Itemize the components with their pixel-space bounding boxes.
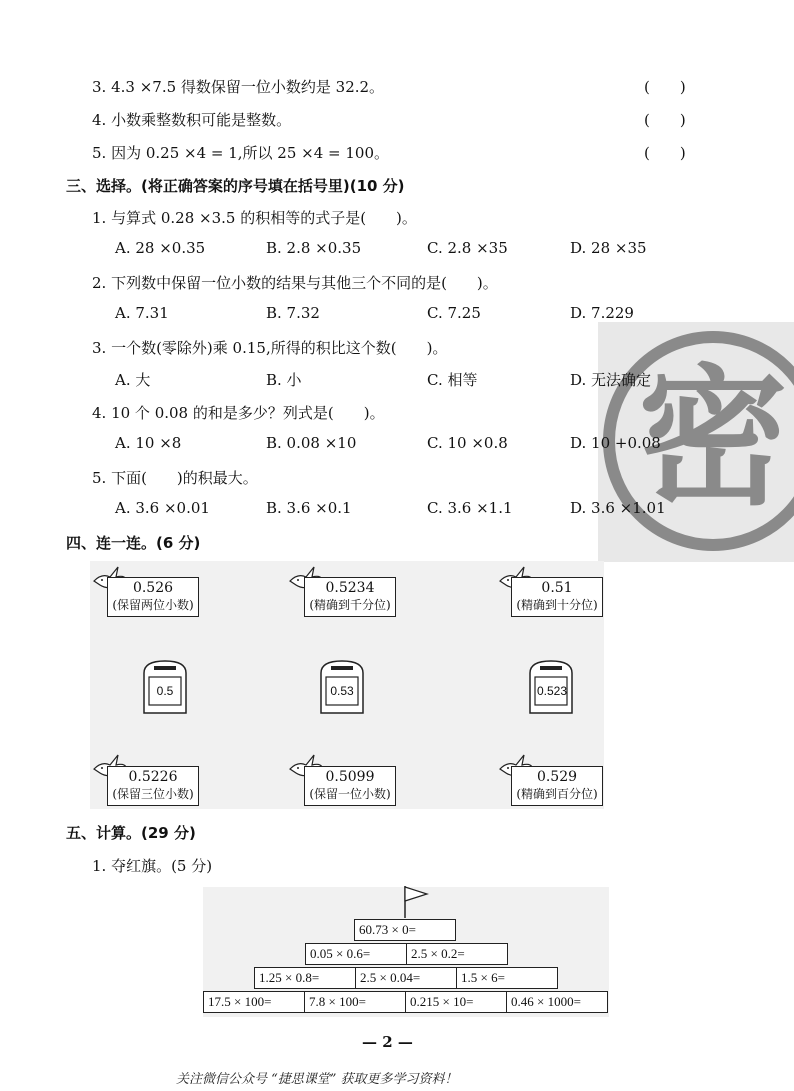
pyramid-cell[interactable]: 0.215 × 10= bbox=[405, 991, 507, 1013]
section-match-heading: 四、连一连。(6 分) bbox=[66, 534, 201, 552]
choice-q5-option-d[interactable]: D. 3.6 ×1.01 bbox=[570, 499, 666, 517]
mailbox[interactable] bbox=[319, 657, 365, 715]
judge-item-3: 3. 4.3 ×7.5 得数保留一位小数约是 32.2。 bbox=[92, 78, 385, 96]
choice-q3-option-b[interactable]: B. 小 bbox=[266, 371, 302, 389]
choice-q1: 1. 与算式 0.28 ×3.5 的积相等的式子是( )。 bbox=[92, 209, 417, 227]
pyramid-cell[interactable]: 2.5 × 0.2= bbox=[406, 943, 508, 965]
choice-q3-option-d[interactable]: D. 无法确定 bbox=[570, 371, 652, 389]
choice-q2-option-d[interactable]: D. 7.229 bbox=[570, 304, 634, 322]
card-number: 0.5234 bbox=[325, 580, 375, 596]
choice-q1-option-a[interactable]: A. 28 ×0.35 bbox=[115, 239, 206, 257]
card-number: 0.526 bbox=[132, 580, 174, 596]
choice-q2-option-b[interactable]: B. 7.32 bbox=[266, 304, 320, 322]
judge-item-5: 5. 因为 0.25 ×4 = 1,所以 25 ×4 = 100。 bbox=[92, 144, 390, 162]
mailbox[interactable] bbox=[528, 657, 574, 715]
choice-q4-option-a[interactable]: A. 10 ×8 bbox=[115, 434, 182, 452]
answer-paren-4[interactable]: ( ) bbox=[644, 111, 686, 129]
match-bottom-card[interactable] bbox=[304, 766, 396, 806]
pyramid-cell[interactable]: 1.5 × 6= bbox=[456, 967, 558, 989]
card-note: (保留一位小数) bbox=[309, 787, 391, 801]
choice-q3: 3. 一个数(零除外)乘 0.15,所得的积比这个数( )。 bbox=[92, 339, 448, 357]
pyramid-cell[interactable]: 0.05 × 0.6= bbox=[305, 943, 407, 965]
pyramid-cell[interactable]: 2.5 × 0.04= bbox=[355, 967, 457, 989]
card-note: (保留三位小数) bbox=[112, 787, 194, 801]
card-number: 0.5099 bbox=[325, 769, 375, 785]
match-top-card[interactable] bbox=[107, 577, 199, 617]
answer-paren-3[interactable]: ( ) bbox=[644, 78, 686, 96]
choice-q2: 2. 下列数中保留一位小数的结果与其他三个不同的是( )。 bbox=[92, 274, 498, 292]
choice-q5: 5. 下面( )的积最大。 bbox=[92, 469, 258, 487]
card-note: (精确到百分位) bbox=[516, 787, 598, 801]
mailbox-value: 0.53 bbox=[330, 684, 354, 698]
card-number: 0.529 bbox=[536, 769, 578, 785]
match-top-card[interactable] bbox=[511, 577, 603, 617]
card-number: 0.51 bbox=[541, 580, 573, 596]
judge-item-4: 4. 小数乘整数积可能是整数。 bbox=[92, 111, 292, 129]
choice-q5-option-c[interactable]: C. 3.6 ×1.1 bbox=[427, 499, 513, 517]
card-number: 0.5226 bbox=[128, 769, 178, 785]
mailbox[interactable] bbox=[142, 657, 188, 715]
pyramid-cell[interactable]: 0.46 × 1000= bbox=[506, 991, 608, 1013]
calc-sub-heading: 1. 夺红旗。(5 分) bbox=[92, 857, 213, 875]
seal-char: 密 bbox=[637, 352, 789, 526]
choice-q3-option-c[interactable]: C. 相等 bbox=[427, 371, 478, 389]
match-area bbox=[90, 561, 604, 809]
card-note: (保留两位小数) bbox=[112, 598, 194, 612]
red-flag-icon bbox=[402, 884, 432, 920]
pyramid-cell[interactable]: 60.73 × 0= bbox=[354, 919, 456, 941]
pyramid-cell[interactable]: 1.25 × 0.8= bbox=[254, 967, 356, 989]
choice-q1-option-c[interactable]: C. 2.8 ×35 bbox=[427, 239, 508, 257]
choice-q4-option-d[interactable]: D. 10 +0.08 bbox=[570, 434, 661, 452]
answer-paren-5[interactable]: ( ) bbox=[644, 144, 686, 162]
choice-q2-option-c[interactable]: C. 7.25 bbox=[427, 304, 481, 322]
match-top-card[interactable] bbox=[304, 577, 396, 617]
mailbox-value: 0.5 bbox=[156, 684, 174, 698]
choice-q4-option-b[interactable]: B. 0.08 ×10 bbox=[266, 434, 357, 452]
choice-q3-option-a[interactable]: A. 大 bbox=[115, 371, 151, 389]
page-number: — 2 — bbox=[362, 1033, 413, 1051]
choice-q4-option-c[interactable]: C. 10 ×0.8 bbox=[427, 434, 508, 452]
choice-q1-option-b[interactable]: B. 2.8 ×0.35 bbox=[266, 239, 362, 257]
choice-q2-option-a[interactable]: A. 7.31 bbox=[115, 304, 169, 322]
match-bottom-card[interactable] bbox=[511, 766, 603, 806]
pyramid-cell[interactable]: 17.5 × 100= bbox=[203, 991, 305, 1013]
choice-q1-option-d[interactable]: D. 28 ×35 bbox=[570, 239, 647, 257]
pyramid-cell[interactable]: 7.8 × 100= bbox=[304, 991, 406, 1013]
card-note: (精确到十分位) bbox=[516, 598, 598, 612]
section-calc-heading: 五、计算。(29 分) bbox=[66, 824, 196, 842]
choice-q5-option-a[interactable]: A. 3.6 ×0.01 bbox=[115, 499, 210, 517]
section-choice-heading: 三、选择。(将正确答案的序号填在括号里)(10 分) bbox=[66, 177, 405, 195]
choice-q4: 4. 10 个 0.08 的和是多少？列式是( )。 bbox=[92, 404, 385, 422]
mailbox-value: 0.523 bbox=[537, 684, 568, 698]
card-note: (精确到千分位) bbox=[309, 598, 391, 612]
choice-q5-option-b[interactable]: B. 3.6 ×0.1 bbox=[266, 499, 352, 517]
footer-promo: 关注微信公众号 “捷思课堂” 获取更多学习资料！ bbox=[176, 1072, 458, 1087]
match-bottom-card[interactable] bbox=[107, 766, 199, 806]
